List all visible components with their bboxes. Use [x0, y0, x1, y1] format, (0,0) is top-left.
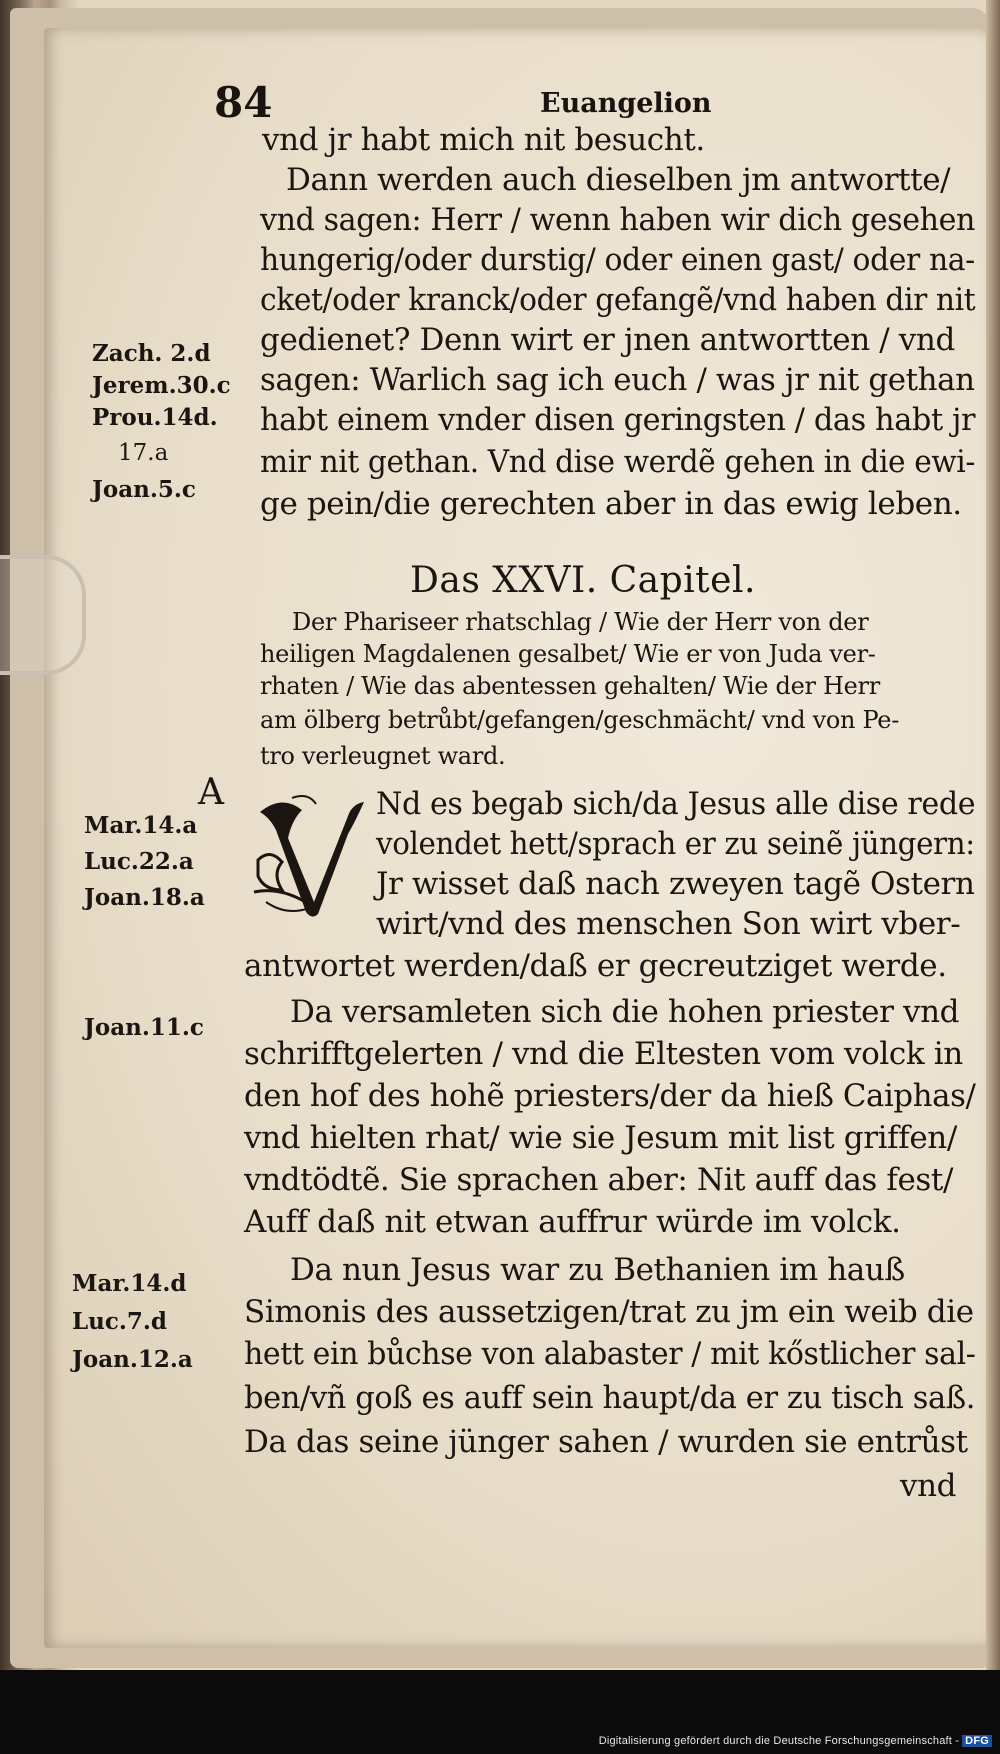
text-line: mir nit gethan. Vnd dise werdẽ gehen in die ewi-: [260, 444, 975, 480]
summary-line: Der Phariseer rhatschlag / Wie der Herr von der: [292, 608, 869, 636]
text-line: ben/vñ goß es auff sein haupt/da er zu tisch saß.: [244, 1380, 976, 1416]
text-line: habt einem vnder disen geringsten / das habt jr: [260, 402, 976, 438]
text-line: Da versamleten sich die hohen priester vnd: [290, 994, 960, 1030]
section-letter: A: [198, 772, 224, 813]
bookmark-clip: [0, 555, 86, 675]
text-line: gedienet? Denn wirt er jnen antwortten / vnd: [260, 322, 955, 358]
text-line: schrifftgelerten / vnd die Eltesten vom volck in: [244, 1036, 963, 1072]
text-line: den hof des hohẽ priesters/der da hieß Caiphas/: [244, 1078, 976, 1114]
chapter-title: Das XXVI. Capitel.: [410, 560, 756, 601]
text-line: vndtödtẽ. Sie sprachen aber: Nit auff das fest/: [244, 1162, 954, 1198]
text-line: antwortet werden/daß er gecreutziget werde.: [244, 948, 947, 984]
page-number: 84: [214, 78, 273, 127]
margin-note: Mar.14.d: [72, 1270, 187, 1297]
catchword: vnd: [900, 1468, 957, 1504]
text-line: sagen: Warlich sag ich euch / was jr nit gethan: [260, 362, 975, 398]
text-line: Simonis des aussetzigen/trat zu jm ein weib die: [244, 1294, 974, 1330]
margin-note: Luc.22.a: [84, 848, 194, 875]
dfg-logo: DFG: [962, 1735, 992, 1747]
text-line: wirt/vnd des menschen Son wirt vber-: [376, 906, 961, 942]
digitization-credit: [599, 1735, 992, 1747]
text-line: Da das seine jünger sahen / wurden sie entrůst: [244, 1424, 968, 1460]
text-line: hett ein bůchse von alabaster / mit kőstlicher sal-: [244, 1336, 976, 1372]
text-line: vnd hielten rhat/ wie sie Jesum mit list griffen/: [244, 1120, 957, 1156]
summary-line: tro verleugnet ward.: [260, 742, 506, 770]
text-line: Jr wisset daß nach zweyen tagẽ Ostern: [376, 866, 975, 902]
text-line: ge pein/die gerechten aber in das ewig leben.: [260, 486, 962, 522]
margin-note: Luc.7.d: [72, 1308, 167, 1335]
text-line: vnd jr habt mich nit besucht.: [262, 122, 705, 158]
page-right-edge: [986, 0, 1000, 1670]
text-line: hungerig/oder durstig/ oder einen gast/ oder na-: [260, 242, 975, 278]
summary-line: am ölberg betrůbt/gefangen/geschmächt/ vnd von Pe-: [260, 706, 900, 734]
margin-note: Prou.14d.: [92, 404, 218, 431]
margin-note: Joan.12.a: [72, 1346, 193, 1373]
margin-note: Mar.14.a: [84, 812, 198, 839]
text-line: vnd sagen: Herr / wenn haben wir dich gesehen: [260, 202, 975, 238]
summary-line: rhaten / Wie das abentessen gehalten/ Wie der Herr: [260, 672, 880, 700]
running-head: Euangelion: [540, 88, 712, 119]
text-line: Nd es begab sich/da Jesus alle dise rede: [376, 786, 976, 822]
margin-note: 17.a: [118, 440, 169, 466]
text-line: volendet hett/sprach er zu seinẽ jüngern:: [376, 826, 975, 862]
margin-note: Zach. 2.d: [92, 340, 211, 367]
summary-line: heiligen Magdalenen gesalbet/ Wie er von Juda ver-: [260, 640, 876, 668]
credit-text: Digitalisierung gefördert durch die Deutsche Forschungsgemeinschaft -: [598, 1735, 960, 1747]
margin-note: Joan.11.c: [84, 1014, 204, 1041]
text-line: Auff daß nit etwan auffrur würde im volck.: [244, 1204, 901, 1240]
margin-note: Jerem.30.c: [92, 372, 231, 399]
text-line: cket/oder kranck/oder gefangẽ/vnd haben dir nit: [260, 282, 976, 318]
decorated-initial: [252, 790, 370, 920]
text-line: Da nun Jesus war zu Bethanien im hauß: [290, 1252, 905, 1288]
margin-note: Joan.5.c: [92, 476, 196, 503]
margin-note: Joan.18.a: [84, 884, 205, 911]
text-line: Dann werden auch dieselben jm antwortte/: [286, 162, 951, 198]
